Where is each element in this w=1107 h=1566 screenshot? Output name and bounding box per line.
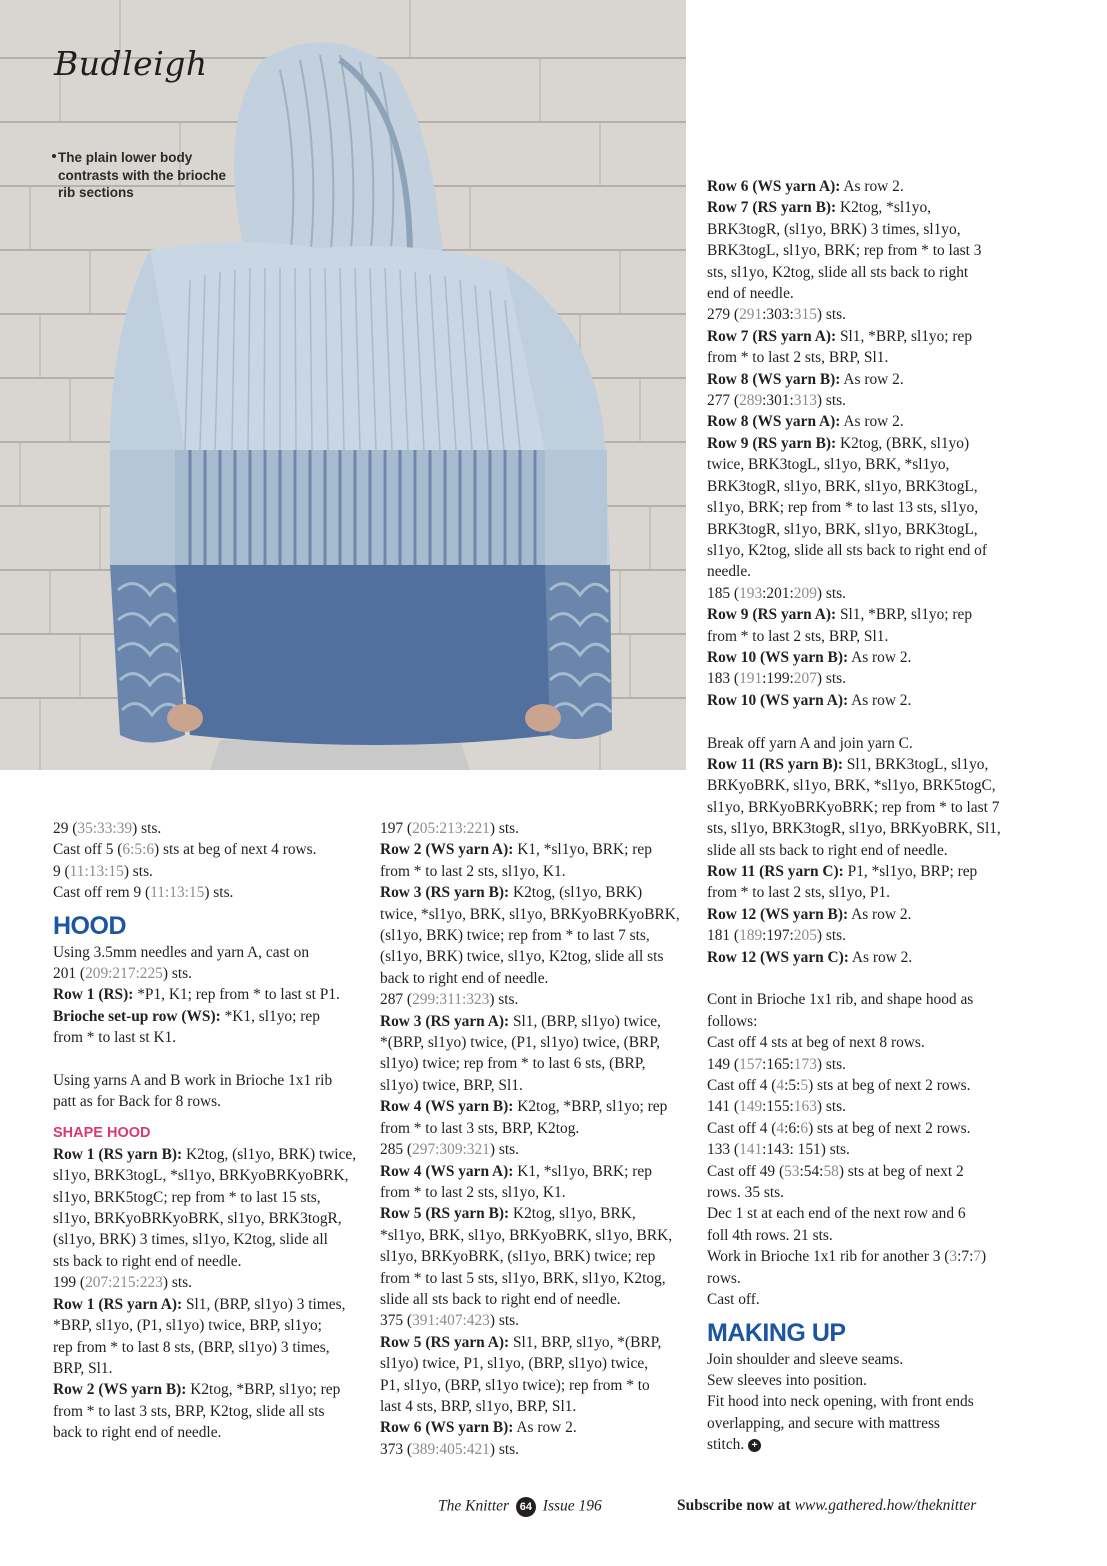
- page-number: 64: [516, 1497, 536, 1517]
- text-line: Row 8 (WS yarn B): As row 2.: [707, 370, 904, 388]
- text-line: Join shoulder and sleeve seams.: [707, 1350, 904, 1368]
- text-line: Cast off.: [707, 1291, 760, 1309]
- text-line: Work in Brioche 1x1 rib for another 3 (3:7:7): [707, 1248, 987, 1266]
- making-up-heading: MAKING UP: [707, 1318, 846, 1347]
- text-line: 375 (391:407:423) sts.: [380, 1312, 519, 1330]
- photo-caption: [58, 149, 238, 202]
- text-line: Row 5 (RS yarn A): Sl1, BRP, sl1yo, *(BRP,: [380, 1333, 662, 1351]
- text-line: twice, *sl1yo, BRK, sl1yo, BRKyoBRKyoBRK,: [380, 905, 680, 923]
- text-line: (sl1yo, BRK) twice, sl1yo, K2tog, slide all sts: [380, 948, 664, 966]
- text-line: Row 1 (RS yarn A): Sl1, (BRP, sl1yo) 3 times,: [53, 1295, 346, 1313]
- text-line: *(BRP, sl1yo) twice, (P1, sl1yo) twice, (BRP,: [380, 1034, 661, 1052]
- caption-text: The plain lower body contrasts with the brioche rib sections: [58, 150, 227, 200]
- text-line: from * to last 2 sts, BRP, Sl1.: [707, 349, 889, 367]
- text-line: from * to last st K1.: [53, 1029, 177, 1047]
- text-line: Row 8 (WS yarn A): As row 2.: [707, 413, 904, 431]
- text-line: 9 (11:13:15) sts.: [53, 862, 153, 880]
- text-line: Row 1 (RS yarn B): K2tog, (sl1yo, BRK) twice,: [53, 1145, 357, 1163]
- text-line: follows:: [707, 1012, 758, 1030]
- text-line: Row 7 (RS yarn B): K2tog, *sl1yo,: [707, 199, 932, 217]
- text-line: twice, BRK3togL, sl1yo, BRK, *sl1yo,: [707, 456, 950, 474]
- text-line: Row 6 (WS yarn B): As row 2.: [380, 1419, 577, 1437]
- text-line: end of needle.: [707, 285, 794, 303]
- text-line: stitch. +: [707, 1434, 1027, 1455]
- text-line: sl1yo, K2tog, slide all sts back to right end of: [707, 541, 987, 559]
- text-line: BRK3togR, (sl1yo, BRK) 3 times, sl1yo,: [707, 220, 961, 238]
- text-line: BRP, Sl1.: [53, 1359, 113, 1377]
- text-line: Fit hood into neck opening, with front ends: [707, 1393, 974, 1411]
- text-line: Row 11 (RS yarn C): P1, *sl1yo, BRP; rep: [707, 862, 978, 880]
- text-line: P1, sl1yo, (BRP, sl1yo twice); rep from * to: [380, 1376, 650, 1394]
- subscribe-link[interactable]: www.gathered.how/theknitter: [794, 1497, 977, 1514]
- sweater-illustration: [0, 0, 686, 770]
- text-line: Row 9 (RS yarn A): Sl1, *BRP, sl1yo; rep: [707, 606, 973, 624]
- text-line: Row 4 (WS yarn A): K1, *sl1yo, BRK; rep: [380, 1162, 652, 1180]
- text-line: Row 1 (RS): *P1, K1; rep from * to last st P1.: [53, 986, 340, 1004]
- shape-hood-heading: SHAPE HOOD: [53, 1124, 151, 1141]
- text-line: Sew sleeves into position.: [707, 1371, 867, 1389]
- text-line: 133 (141:143: 151) sts.: [707, 1141, 850, 1159]
- text-line: sts, sl1yo, K2tog, slide all sts back to right: [707, 263, 969, 281]
- text-line: Row 2 (WS yarn A): K1, *sl1yo, BRK; rep: [380, 841, 652, 859]
- text-line: last 4 sts, BRP, sl1yo, BRP, Sl1.: [380, 1397, 577, 1415]
- text-line: Row 12 (WS yarn C): As row 2.: [707, 948, 913, 966]
- text-line: Row 10 (WS yarn B): As row 2.: [707, 648, 912, 666]
- text-line: 277 (289:301:313) sts.: [707, 392, 846, 410]
- text-line: sl1yo, BRKyoBRK, (sl1yo, BRK) twice; rep: [380, 1248, 656, 1266]
- text-line: (sl1yo, BRK) 3 times, sl1yo, K2tog, slide all: [53, 1231, 328, 1249]
- text-line: Cast off rem 9 (11:13:15) sts.: [53, 884, 234, 902]
- hood-heading: HOOD: [53, 911, 126, 940]
- end-of-pattern-icon: +: [748, 1439, 761, 1452]
- text-line: slide all sts back to right end of needle.: [380, 1290, 621, 1308]
- text-line: from * to last 3 sts, BRP, K2tog.: [380, 1119, 580, 1137]
- text-line: sl1yo, BRK; rep from * to last 13 sts, sl1yo,: [707, 499, 979, 517]
- garment-photo: [0, 0, 686, 770]
- text-line: 29 (35:33:39) sts.: [53, 820, 162, 837]
- text-line: Row 12 (WS yarn B): As row 2.: [707, 905, 912, 923]
- text-line: rows.: [707, 1269, 741, 1287]
- text-line: 185 (193:201:209) sts.: [707, 584, 846, 602]
- text-line: from * to last 2 sts, sl1yo, P1.: [707, 884, 890, 902]
- text-line: slide all sts back to right end of needle.: [707, 841, 948, 859]
- text-line: 181 (189:197:205) sts.: [707, 927, 846, 945]
- text-line: sl1yo, BRK5togC; rep from * to last 15 sts,: [53, 1188, 321, 1206]
- text-line: from * to last 2 sts, BRP, Sl1.: [707, 627, 889, 645]
- text-line: 141 (149:155:163) sts.: [707, 1098, 846, 1116]
- text-line: sl1yo) twice, P1, sl1yo, (BRP, sl1yo) twice,: [380, 1355, 649, 1373]
- column-left: [53, 818, 363, 1444]
- text-line: sl1yo, BRK3togL, *sl1yo, BRKyoBRKyoBRK,: [53, 1167, 349, 1185]
- text-line: from * to last 2 sts, sl1yo, K1.: [380, 1183, 566, 1201]
- text-line: from * to last 2 sts, sl1yo, K1.: [380, 862, 566, 880]
- text-line: 199 (207:215:223) sts.: [53, 1274, 192, 1292]
- text-line: 285 (297:309:321) sts.: [380, 1141, 519, 1159]
- text-line: Cast off 5 (6:5:6) sts at beg of next 4 rows.: [53, 841, 317, 859]
- text-line: (sl1yo, BRK) twice; rep from * to last 7 sts,: [380, 927, 650, 945]
- text-line: Row 3 (RS yarn B): K2tog, (sl1yo, BRK): [380, 884, 643, 902]
- text-line: Row 10 (WS yarn A): As row 2.: [707, 691, 912, 709]
- issue-number: Issue 196: [542, 1497, 602, 1515]
- text-line: from * to last 3 sts, BRP, K2tog, slide all sts: [53, 1402, 325, 1420]
- text-line: Row 5 (RS yarn B): K2tog, sl1yo, BRK,: [380, 1205, 636, 1223]
- text-line: Row 11 (RS yarn B): Sl1, BRK3togL, sl1yo,: [707, 755, 989, 773]
- footer-subscribe: [677, 1497, 976, 1515]
- text-line: 287 (299:311:323) sts.: [380, 991, 519, 1009]
- text-line: 183 (191:199:207) sts.: [707, 670, 846, 688]
- text-line: Row 9 (RS yarn B): K2tog, (BRK, sl1yo): [707, 434, 970, 452]
- column-middle: [380, 818, 690, 1460]
- text-line: BRK3togL, sl1yo, BRK; rep from * to last 3: [707, 242, 982, 260]
- text-line: BRKyoBRK, sl1yo, BRK, *sl1yo, BRK5togC,: [707, 777, 996, 795]
- column-right: [707, 176, 1027, 1456]
- text-line: 201 (209:217:225) sts.: [53, 965, 192, 983]
- text-line: from * to last 5 sts, sl1yo, BRK, sl1yo, K2tog,: [380, 1269, 666, 1287]
- text-line: Row 6 (WS yarn A): As row 2.: [707, 178, 904, 195]
- text-line: Cast off 4 (4:5:5) sts at beg of next 2 rows.: [707, 1077, 971, 1095]
- text-line: sts back to right end of needle.: [53, 1252, 242, 1270]
- text-line: foll 4th rows. 21 sts.: [707, 1226, 833, 1244]
- text-line: BRK3togR, sl1yo, BRK, sl1yo, BRK3togL,: [707, 520, 978, 538]
- text-line: overlapping, and secure with mattress: [707, 1414, 940, 1432]
- text-line: rep from * to last 8 sts, (BRP, sl1yo) 3 times,: [53, 1338, 330, 1356]
- text-line: Cast off 49 (53:54:58) sts at beg of next 2: [707, 1162, 964, 1180]
- text-line: BRK3togR, sl1yo, BRK, sl1yo, BRK3togL,: [707, 477, 978, 495]
- text-line: Row 2 (WS yarn B): K2tog, *BRP, sl1yo; rep: [53, 1381, 341, 1399]
- text-line: Cast off 4 sts at beg of next 8 rows.: [707, 1034, 925, 1052]
- text-line: Row 4 (WS yarn B): K2tog, *BRP, sl1yo; rep: [380, 1098, 668, 1116]
- text-line: needle.: [707, 563, 752, 581]
- text-line: Break off yarn A and join yarn C.: [707, 734, 913, 752]
- magazine-name: The Knitter: [438, 1497, 510, 1515]
- pattern-title: Budleigh: [54, 44, 208, 83]
- text-line: 279 (291:303:315) sts.: [707, 306, 846, 324]
- text-line: back to right end of needle.: [380, 969, 549, 987]
- text-line: patt as for Back for 8 rows.: [53, 1093, 221, 1111]
- subscribe-label: Subscribe now at: [677, 1497, 791, 1514]
- text-line: sl1yo) twice; rep from * to last 6 sts, (BRP,: [380, 1055, 646, 1073]
- text-line: 149 (157:165:173) sts.: [707, 1055, 846, 1073]
- text-line: 197 (205:213:221) sts.: [380, 820, 519, 837]
- text-line: sl1yo, BRKyoBRKyoBRK, sl1yo, BRK3togR,: [53, 1210, 342, 1228]
- text-line: rows. 35 sts.: [707, 1184, 784, 1202]
- text-line: Cont in Brioche 1x1 rib, and shape hood as: [707, 991, 974, 1009]
- text-line: *BRP, sl1yo, (P1, sl1yo) twice, BRP, sl1yo;: [53, 1317, 322, 1335]
- text-line: Using yarns A and B work in Brioche 1x1 rib: [53, 1072, 333, 1090]
- footer-magazine: [438, 1497, 602, 1517]
- text-line: Row 3 (RS yarn A): Sl1, (BRP, sl1yo) twice,: [380, 1012, 661, 1030]
- text-line: Cast off 4 (4:6:6) sts at beg of next 2 rows.: [707, 1119, 971, 1137]
- text-line: back to right end of needle.: [53, 1424, 222, 1442]
- text-line: Dec 1 st at each end of the next row and 6: [707, 1205, 966, 1223]
- text-line: Brioche set-up row (WS): *K1, sl1yo; rep: [53, 1007, 320, 1025]
- text-line: Row 7 (RS yarn A): Sl1, *BRP, sl1yo; rep: [707, 327, 973, 345]
- text-line: sl1yo) twice, BRP, Sl1.: [380, 1076, 523, 1094]
- text-line: 373 (389:405:421) sts.: [380, 1440, 519, 1458]
- text-line: *sl1yo, BRK, sl1yo, BRKyoBRK, sl1yo, BRK,: [380, 1226, 673, 1244]
- text-line: sts, sl1yo, BRK3togR, sl1yo, BRKyoBRK, Sl1,: [707, 820, 1001, 838]
- text-line: Using 3.5mm needles and yarn A, cast on: [53, 943, 310, 961]
- text-line: sl1yo, BRKyoBRKyoBRK; rep from * to last 7: [707, 798, 1000, 816]
- caption-bullet-icon: [52, 154, 56, 158]
